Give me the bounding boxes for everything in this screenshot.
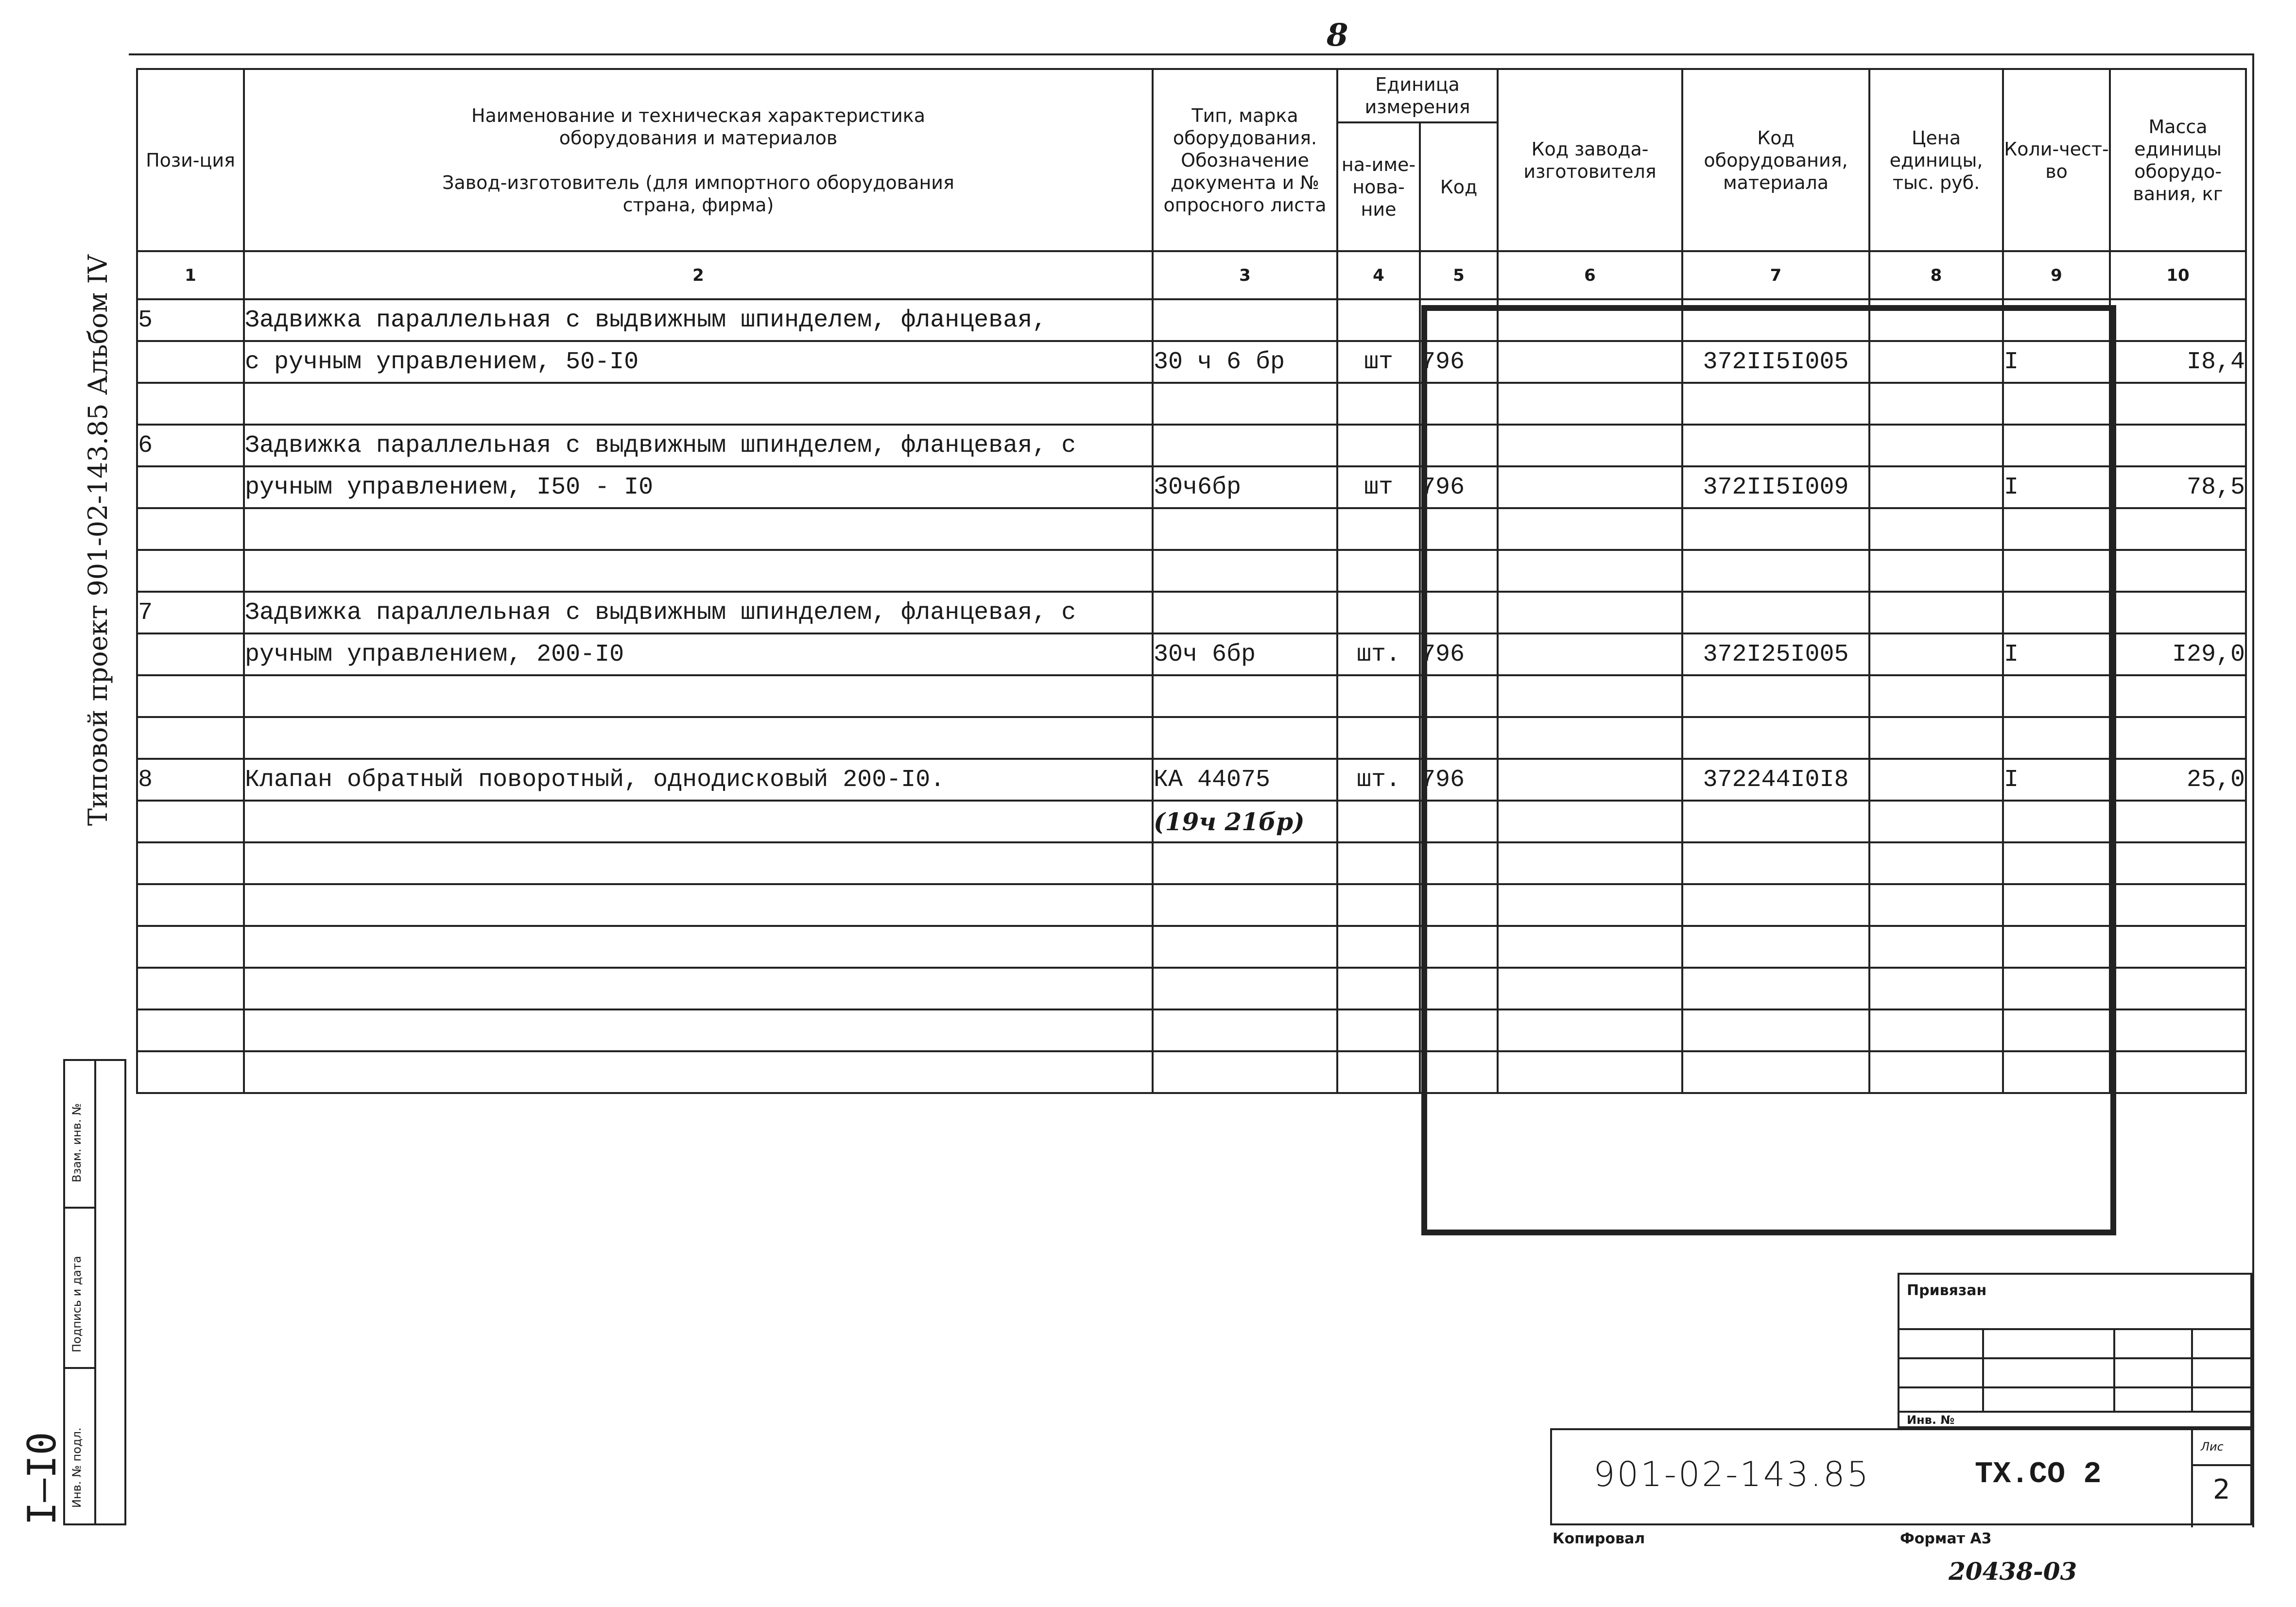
cell-type: [1153, 383, 1337, 425]
sheet-code: ТХ.СО 2: [1975, 1457, 2102, 1491]
header-unit-name: на-име-нова-ние: [1337, 122, 1420, 251]
cell-mass: [2110, 550, 2246, 592]
cell-qty: [2003, 884, 2110, 926]
cell-unit: [1337, 675, 1420, 717]
cell-fc: [1498, 1009, 1682, 1051]
cell-code: 796: [1420, 341, 1498, 383]
header-type: Тип, марка оборудования. Обозначение документа и № опросного листа: [1153, 69, 1337, 251]
cell-pos: [137, 842, 244, 884]
cell-type: [1153, 884, 1337, 926]
cell-name: [244, 1009, 1153, 1051]
cell-code: [1420, 884, 1498, 926]
cell-price: [1869, 508, 2003, 550]
cell-name: с ручным управлением, 50-I0: [244, 341, 1153, 383]
cell-fc: [1498, 341, 1682, 383]
cell-code: [1420, 1051, 1498, 1093]
cell-eq: [1682, 299, 1869, 341]
cell-code: [1420, 383, 1498, 425]
cell-eq: [1682, 884, 1869, 926]
cell-name: [244, 842, 1153, 884]
cell-mass: [2110, 801, 2246, 842]
cell-mass: [2110, 1051, 2246, 1093]
table-row: [137, 675, 2246, 717]
cell-fc: [1498, 675, 1682, 717]
cell-code: [1420, 1009, 1498, 1051]
cell-eq: [1682, 926, 1869, 968]
cell-unit: [1337, 717, 1420, 759]
header-name-line1: Наименование и техническая характеристика: [471, 104, 926, 126]
cell-eq: 372II5I009: [1682, 466, 1869, 508]
cell-name: [244, 717, 1153, 759]
cell-type: 30 ч 6 бр: [1153, 341, 1337, 383]
cell-name: ручным управлением, 200-I0: [244, 633, 1153, 675]
cell-qty: [2003, 926, 2110, 968]
cell-code: [1420, 717, 1498, 759]
cell-name: [244, 550, 1153, 592]
cell-code: 796: [1420, 759, 1498, 801]
cell-type: [1153, 675, 1337, 717]
cell-qty: [2003, 675, 2110, 717]
side-label-inv: Инв. № подл.: [70, 1427, 84, 1508]
inv-number: I—I0: [19, 1432, 65, 1525]
cell-name: Задвижка параллельная с выдвижным шпинделем, фланцевая, с: [244, 425, 1153, 466]
cell-price: [1869, 717, 2003, 759]
side-caption: Типовой проект 901-02-143.85 Альбом IV: [83, 255, 113, 826]
cell-type: [1153, 1009, 1337, 1051]
cell-unit: [1337, 1009, 1420, 1051]
cell-code: [1420, 550, 1498, 592]
cell-pos: [137, 550, 244, 592]
col-number: 5: [1420, 251, 1498, 299]
cell-unit: [1337, 968, 1420, 1009]
cell-mass: I29,0: [2110, 633, 2246, 675]
cell-mass: [2110, 884, 2246, 926]
col-number: 1: [137, 251, 244, 299]
cell-fc: [1498, 801, 1682, 842]
header-unit-code: Код: [1420, 122, 1498, 251]
cell-name: [244, 926, 1153, 968]
cell-name: [244, 884, 1153, 926]
cell-pos: [137, 968, 244, 1009]
page-number: 8: [1327, 17, 1348, 53]
cell-type: (19ч 21бр): [1153, 801, 1337, 842]
cell-code: 796: [1420, 466, 1498, 508]
side-label-vzam: Взам. инв. №: [70, 1103, 84, 1182]
cell-mass: 25,0: [2110, 759, 2246, 801]
cell-pos: 7: [137, 592, 244, 633]
cell-name: [244, 801, 1153, 842]
cell-mass: [2110, 508, 2246, 550]
cell-code: [1420, 968, 1498, 1009]
cell-price: [1869, 425, 2003, 466]
cell-type: [1153, 968, 1337, 1009]
table-row: [137, 968, 2246, 1009]
sheet-number: 2: [2213, 1474, 2230, 1505]
cell-qty: [2003, 842, 2110, 884]
specification-table: [136, 68, 2247, 1094]
header-name-line2: оборудования и материалов: [559, 127, 838, 149]
cell-eq: [1682, 717, 1869, 759]
table-row: [137, 633, 2246, 675]
cell-eq: [1682, 383, 1869, 425]
table-row: [137, 884, 2246, 926]
cell-mass: [2110, 926, 2246, 968]
cell-name: ручным управлением, I50 - I0: [244, 466, 1153, 508]
header-unit: Единица измерения: [1337, 69, 1498, 122]
cell-code: [1420, 592, 1498, 633]
cell-eq: [1682, 1051, 1869, 1093]
cell-unit: [1337, 801, 1420, 842]
table-row: [137, 842, 2246, 884]
cell-type: [1153, 717, 1337, 759]
cell-eq: [1682, 968, 1869, 1009]
table-row: [137, 1051, 2246, 1093]
cell-mass: [2110, 592, 2246, 633]
cell-fc: [1498, 884, 1682, 926]
cell-qty: I: [2003, 759, 2110, 801]
header-quantity: Коли-чест-во: [2003, 69, 2110, 251]
cell-mass: [2110, 299, 2246, 341]
cell-name: Задвижка параллельная с выдвижным шпинделем, фланцевая,: [244, 299, 1153, 341]
header-name-line3: Завод-изготовитель (для импортного оборудования: [442, 171, 954, 193]
cell-pos: [137, 1009, 244, 1051]
cell-qty: [2003, 299, 2110, 341]
format-label: Формат А3: [1900, 1530, 1992, 1547]
cell-price: [1869, 383, 2003, 425]
table-row: [137, 1009, 2246, 1051]
main-stamp: [1550, 1428, 2252, 1525]
cell-type: [1153, 592, 1337, 633]
cell-eq: [1682, 508, 1869, 550]
cell-unit: [1337, 383, 1420, 425]
table-row: [137, 299, 2246, 341]
cell-qty: [2003, 425, 2110, 466]
cell-code: [1420, 842, 1498, 884]
cell-fc: [1498, 550, 1682, 592]
cell-fc: [1498, 842, 1682, 884]
cell-name: [244, 508, 1153, 550]
cell-unit: шт.: [1337, 633, 1420, 675]
cell-price: [1869, 759, 2003, 801]
cell-fc: [1498, 968, 1682, 1009]
sheet-label: Лис: [2201, 1440, 2224, 1453]
cell-price: [1869, 884, 2003, 926]
cell-pos: 8: [137, 759, 244, 801]
cell-qty: [2003, 592, 2110, 633]
cell-price: [1869, 592, 2003, 633]
cell-name: [244, 383, 1153, 425]
cell-unit: [1337, 884, 1420, 926]
cell-eq: 372II5I005: [1682, 341, 1869, 383]
cell-fc: [1498, 508, 1682, 550]
table-row: [137, 425, 2246, 466]
cell-type: 30ч6бр: [1153, 466, 1337, 508]
cell-eq: 372I25I005: [1682, 633, 1869, 675]
cell-unit: шт: [1337, 466, 1420, 508]
cell-pos: [137, 633, 244, 675]
cell-mass: I8,4: [2110, 341, 2246, 383]
cell-price: [1869, 466, 2003, 508]
cell-fc: [1498, 299, 1682, 341]
cell-unit: [1337, 842, 1420, 884]
cell-name: Клапан обратный поворотный, однодисковый 200-I0.: [244, 759, 1153, 801]
table-row: [137, 383, 2246, 425]
col-number: 2: [244, 251, 1153, 299]
cell-type: КА 44075: [1153, 759, 1337, 801]
cell-type: [1153, 425, 1337, 466]
cell-unit: [1337, 550, 1420, 592]
cell-qty: [2003, 1009, 2110, 1051]
cell-mass: [2110, 842, 2246, 884]
cell-eq: [1682, 425, 1869, 466]
cell-pos: [137, 508, 244, 550]
cell-eq: [1682, 592, 1869, 633]
cell-unit: [1337, 299, 1420, 341]
cell-mass: [2110, 425, 2246, 466]
col-number: 10: [2110, 251, 2246, 299]
cell-eq: [1682, 1009, 1869, 1051]
cell-code: [1420, 425, 1498, 466]
cell-unit: [1337, 425, 1420, 466]
cell-name: [244, 968, 1153, 1009]
cell-eq: [1682, 842, 1869, 884]
cell-name: Задвижка параллельная с выдвижным шпинделем, фланцевая, с: [244, 592, 1153, 633]
cell-price: [1869, 633, 2003, 675]
col-number: 6: [1498, 251, 1682, 299]
cell-qty: [2003, 508, 2110, 550]
cell-eq: [1682, 550, 1869, 592]
table-row: [137, 926, 2246, 968]
cell-qty: [2003, 717, 2110, 759]
cell-qty: [2003, 1051, 2110, 1093]
cell-qty: I: [2003, 633, 2110, 675]
cell-fc: [1498, 425, 1682, 466]
cell-qty: I: [2003, 341, 2110, 383]
cell-qty: [2003, 801, 2110, 842]
cell-eq: [1682, 675, 1869, 717]
cell-type: [1153, 842, 1337, 884]
cell-type: [1153, 299, 1337, 341]
cell-fc: [1498, 633, 1682, 675]
cell-name: [244, 675, 1153, 717]
cell-price: [1869, 1051, 2003, 1093]
kopiroval-label: Копировал: [1553, 1530, 1645, 1547]
cell-mass: [2110, 383, 2246, 425]
cell-pos: [137, 383, 244, 425]
cell-mass: [2110, 968, 2246, 1009]
cell-mass: [2110, 1009, 2246, 1051]
col-number: 9: [2003, 251, 2110, 299]
binding-block: [1898, 1273, 2252, 1428]
header-price: Цена единицы, тыс. руб.: [1869, 69, 2003, 251]
cell-fc: [1498, 466, 1682, 508]
header-factory-code: Код завода-изготовителя: [1498, 69, 1682, 251]
cell-unit: [1337, 926, 1420, 968]
cell-code: [1420, 926, 1498, 968]
cell-code: [1420, 801, 1498, 842]
col-number: 4: [1337, 251, 1420, 299]
col-number: 8: [1869, 251, 2003, 299]
cell-price: [1869, 299, 2003, 341]
header-name-line4: страна, фирма): [622, 194, 774, 216]
cell-pos: 6: [137, 425, 244, 466]
cell-code: [1420, 508, 1498, 550]
table-row: [137, 801, 2246, 842]
table-row: [137, 592, 2246, 633]
header-mass: Масса единицы оборудо-вания, кг: [2110, 69, 2246, 251]
document-code: 901-02-143.85: [1593, 1454, 1871, 1494]
cell-fc: [1498, 1051, 1682, 1093]
cell-name: [244, 1051, 1153, 1093]
cell-pos: [137, 341, 244, 383]
cell-fc: [1498, 926, 1682, 968]
cell-pos: [137, 717, 244, 759]
cell-pos: [137, 1051, 244, 1093]
cell-code: [1420, 299, 1498, 341]
table-row: [137, 341, 2246, 383]
cell-price: [1869, 801, 2003, 842]
cell-code: 796: [1420, 633, 1498, 675]
cell-unit: [1337, 508, 1420, 550]
header-name: [244, 69, 1153, 251]
cell-qty: I: [2003, 466, 2110, 508]
side-label-podpis: Подпись и дата: [70, 1256, 84, 1352]
cell-price: [1869, 675, 2003, 717]
cell-mass: 78,5: [2110, 466, 2246, 508]
cell-pos: [137, 801, 244, 842]
cell-fc: [1498, 717, 1682, 759]
cell-type: [1153, 926, 1337, 968]
table-row: [137, 717, 2246, 759]
inv-no-label: Инв. №: [1907, 1413, 1955, 1427]
table-row: [137, 759, 2246, 801]
cell-type: [1153, 1051, 1337, 1093]
cell-unit: шт.: [1337, 759, 1420, 801]
cell-fc: [1498, 759, 1682, 801]
header-position: Пози-ция: [137, 69, 244, 251]
cell-pos: [137, 675, 244, 717]
cell-type: [1153, 508, 1337, 550]
cell-code: [1420, 675, 1498, 717]
cell-unit: шт: [1337, 341, 1420, 383]
cell-eq: 372244I0I8: [1682, 759, 1869, 801]
cell-price: [1869, 842, 2003, 884]
cell-pos: [137, 884, 244, 926]
cell-eq: [1682, 801, 1869, 842]
col-number: 3: [1153, 251, 1337, 299]
cell-unit: [1337, 592, 1420, 633]
cell-type: 30ч 6бр: [1153, 633, 1337, 675]
cell-pos: 5: [137, 299, 244, 341]
cell-price: [1869, 968, 2003, 1009]
cell-mass: [2110, 675, 2246, 717]
cell-type: [1153, 550, 1337, 592]
cell-price: [1869, 1009, 2003, 1051]
cell-price: [1869, 341, 2003, 383]
privyazan-label: Привязан: [1907, 1282, 1987, 1299]
cell-price: [1869, 550, 2003, 592]
cell-qty: [2003, 550, 2110, 592]
cell-pos: [137, 466, 244, 508]
cell-fc: [1498, 383, 1682, 425]
cell-unit: [1337, 1051, 1420, 1093]
cell-mass: [2110, 717, 2246, 759]
cell-qty: [2003, 968, 2110, 1009]
cell-fc: [1498, 592, 1682, 633]
order-number: 20438-03: [1949, 1557, 2077, 1586]
side-stamp: [63, 1059, 126, 1525]
table-row: [137, 466, 2246, 508]
cell-pos: [137, 926, 244, 968]
table-row: [137, 550, 2246, 592]
cell-price: [1869, 926, 2003, 968]
cell-qty: [2003, 383, 2110, 425]
col-number: 7: [1682, 251, 1869, 299]
table-row: [137, 508, 2246, 550]
header-equipment-code: Код оборудования, материала: [1682, 69, 1869, 251]
